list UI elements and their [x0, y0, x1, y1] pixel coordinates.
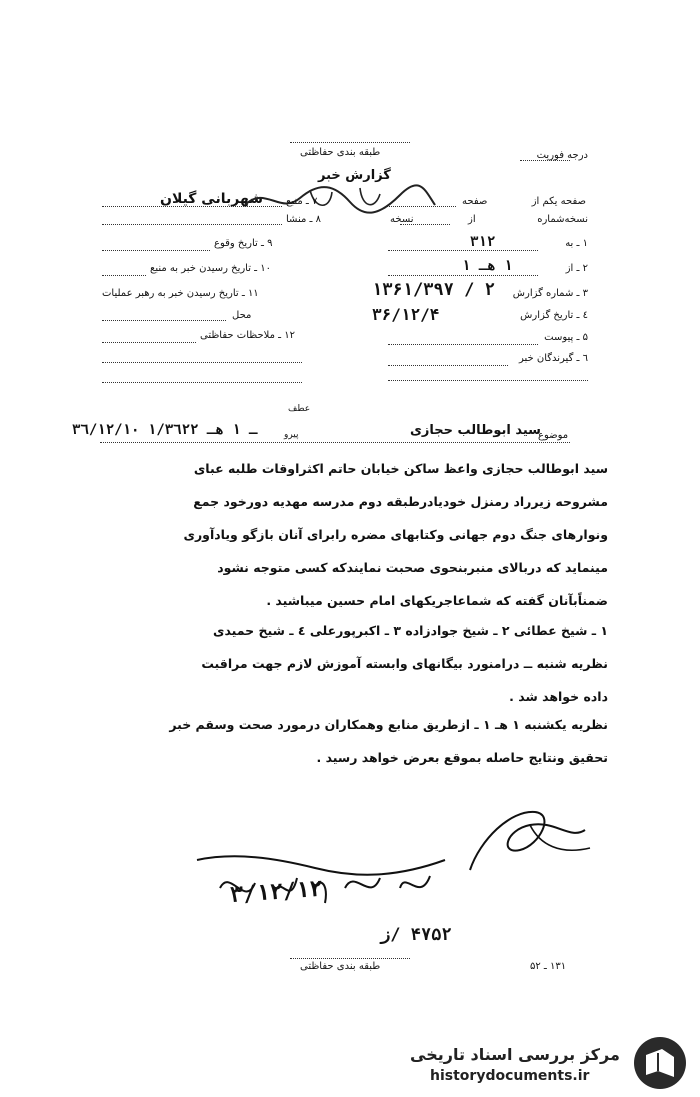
- copy-number-label: نسخه‌شماره: [537, 214, 588, 225]
- body-line: نظریه شنبه ــ درامنورد بیگانهای وابسته آموزش لازم جهت مراقبت: [201, 656, 608, 671]
- field-security-notes-line: [102, 342, 196, 343]
- handwritten-date: ۳/۱۲/۱۲: [229, 876, 324, 909]
- field-source-received-line: [102, 275, 146, 276]
- field-origin-line: [102, 224, 282, 225]
- handwritten-scribble: [240, 180, 440, 220]
- field-source-label: ۷ ـ منبع: [286, 196, 318, 207]
- field-location-label: محل: [232, 310, 252, 321]
- priority-line: [520, 160, 570, 161]
- field-security-notes-line-2: [102, 362, 302, 363]
- footer-line: [290, 958, 410, 959]
- reference-value: ۳٦/۱۲/۱۰ ـ ۱ هـ ۱/۳٦۲۲: [72, 422, 258, 438]
- body-paragraph-1: [92, 452, 608, 617]
- field-recipients-label: ٦ ـ گیرندگان خبر: [518, 353, 588, 364]
- copy-line: [400, 224, 450, 225]
- form-code: ۱۳۱ ـ ۵۲: [530, 961, 567, 972]
- classification-top: طبقه بندی حفاظتی: [300, 147, 381, 158]
- field-report-date-label: ٤ ـ تاریخ گزارش: [520, 310, 588, 321]
- from-label: از: [468, 214, 476, 225]
- page-of-label: صفحه یکم از: [531, 196, 586, 207]
- priority-label: درجه فوریت: [536, 150, 588, 161]
- reference-label-bottom: پیرو: [284, 430, 299, 440]
- field-security-notes-line-3: [102, 382, 302, 383]
- field-recipients-line-2: [388, 380, 588, 381]
- field-source-line: [102, 206, 282, 207]
- watermark-title: مرکز بررسی اسناد تاریخی: [410, 1045, 620, 1064]
- field-ops-received-label: ۱۱ ـ تاریخ رسیدن خبر به رهبر عملیات: [102, 288, 259, 299]
- body-line: تحقیق ونتایج حاصله بموقع بعرض خواهد رسید .: [316, 750, 608, 765]
- body-line: مشروحه زیرراد رمنزل خودیادرطبقه دوم مدرسه مهدیه دورخود جمع: [193, 494, 608, 509]
- field-report-number-label: ۳ ـ شماره گزارش: [512, 288, 588, 299]
- field-from-label: ۲ ـ از: [565, 263, 588, 274]
- form-title: گزارش خبر: [318, 168, 391, 183]
- field-report-date-value: ۳۶/۱۲/۴: [372, 305, 440, 324]
- field-origin-label: ۸ ـ منشا: [286, 214, 322, 225]
- field-recipients-line: [388, 365, 508, 366]
- agency-name: شهربانی گیلان: [160, 191, 263, 207]
- body-line: مینماید که دربالای منبربنحوی صحبت نمایندکه کسی متوجه نشود: [217, 560, 608, 575]
- field-report-number-value: ۱۳۶۱/۳۹۷ / ۲: [372, 280, 495, 300]
- field-attachment-label: ۵ ـ پیوست: [544, 332, 588, 343]
- subject-label: موضوع: [538, 430, 569, 441]
- field-from-value: ۱ هـ ۱: [462, 258, 513, 274]
- page-label: صفحه: [462, 196, 488, 207]
- reference-label-top: عطف: [288, 404, 311, 414]
- field-to-label: ۱ ـ به: [565, 238, 588, 249]
- field-location-line: [102, 320, 226, 321]
- watermark-url: historydocuments.ir: [430, 1068, 590, 1084]
- body-line: داده خواهد شد .: [509, 689, 608, 704]
- copy-label: نسخه: [390, 214, 414, 225]
- watermark-logo: [632, 1035, 688, 1091]
- signature: [460, 800, 600, 880]
- classification-line: [290, 142, 410, 143]
- field-from-line: [388, 275, 538, 276]
- field-attachment-line: [388, 344, 538, 345]
- body-paragraph-3: [92, 708, 608, 774]
- field-occurrence-date-label: ۹ ـ تاریخ وقوع: [214, 238, 273, 249]
- body-line: سید ابوطالب حجازی واعظ ساکن خیابان حاتم اکثراوقات طلبه عبای: [193, 461, 608, 476]
- body-line: نظریه یکشنبه ۱ هـ ۱ ـ ازطریق منابع وهمکاران درمورد صحت وسقم خبر: [169, 717, 608, 732]
- field-to-value: ۳۱۲: [470, 234, 496, 250]
- field-to-line: [388, 250, 538, 251]
- classification-bottom: طبقه بندی حفاظتی: [300, 961, 381, 972]
- subject-line: [100, 442, 570, 443]
- body-paragraph-2: [92, 614, 608, 713]
- body-line: ونوارهای جنگ دوم جهانی وکتابهای مضره رابرای آنان بازگو ویادآوری: [183, 527, 608, 542]
- body-line: ضمناًبآنان گفته که شماعاجریکهای امام حسین میباشید .: [266, 593, 608, 608]
- handwritten-number: ۴۷۵۲ /ز: [380, 925, 452, 945]
- field-source-received-label: ۱۰ ـ تاریخ رسیدن خبر به منبع: [150, 263, 272, 274]
- field-occurrence-line: [102, 250, 210, 251]
- field-security-notes-label: ۱۲ ـ ملاحظات حفاظتی: [200, 330, 295, 341]
- subject-value: سید ابوطالب حجازی: [410, 423, 541, 438]
- body-line: ۱ ـ شیخ عطائی ۲ ـ شیخ جوادزاده ۳ ـ اکبرپورعلی ٤ ـ شیخ حمیدی: [213, 623, 608, 638]
